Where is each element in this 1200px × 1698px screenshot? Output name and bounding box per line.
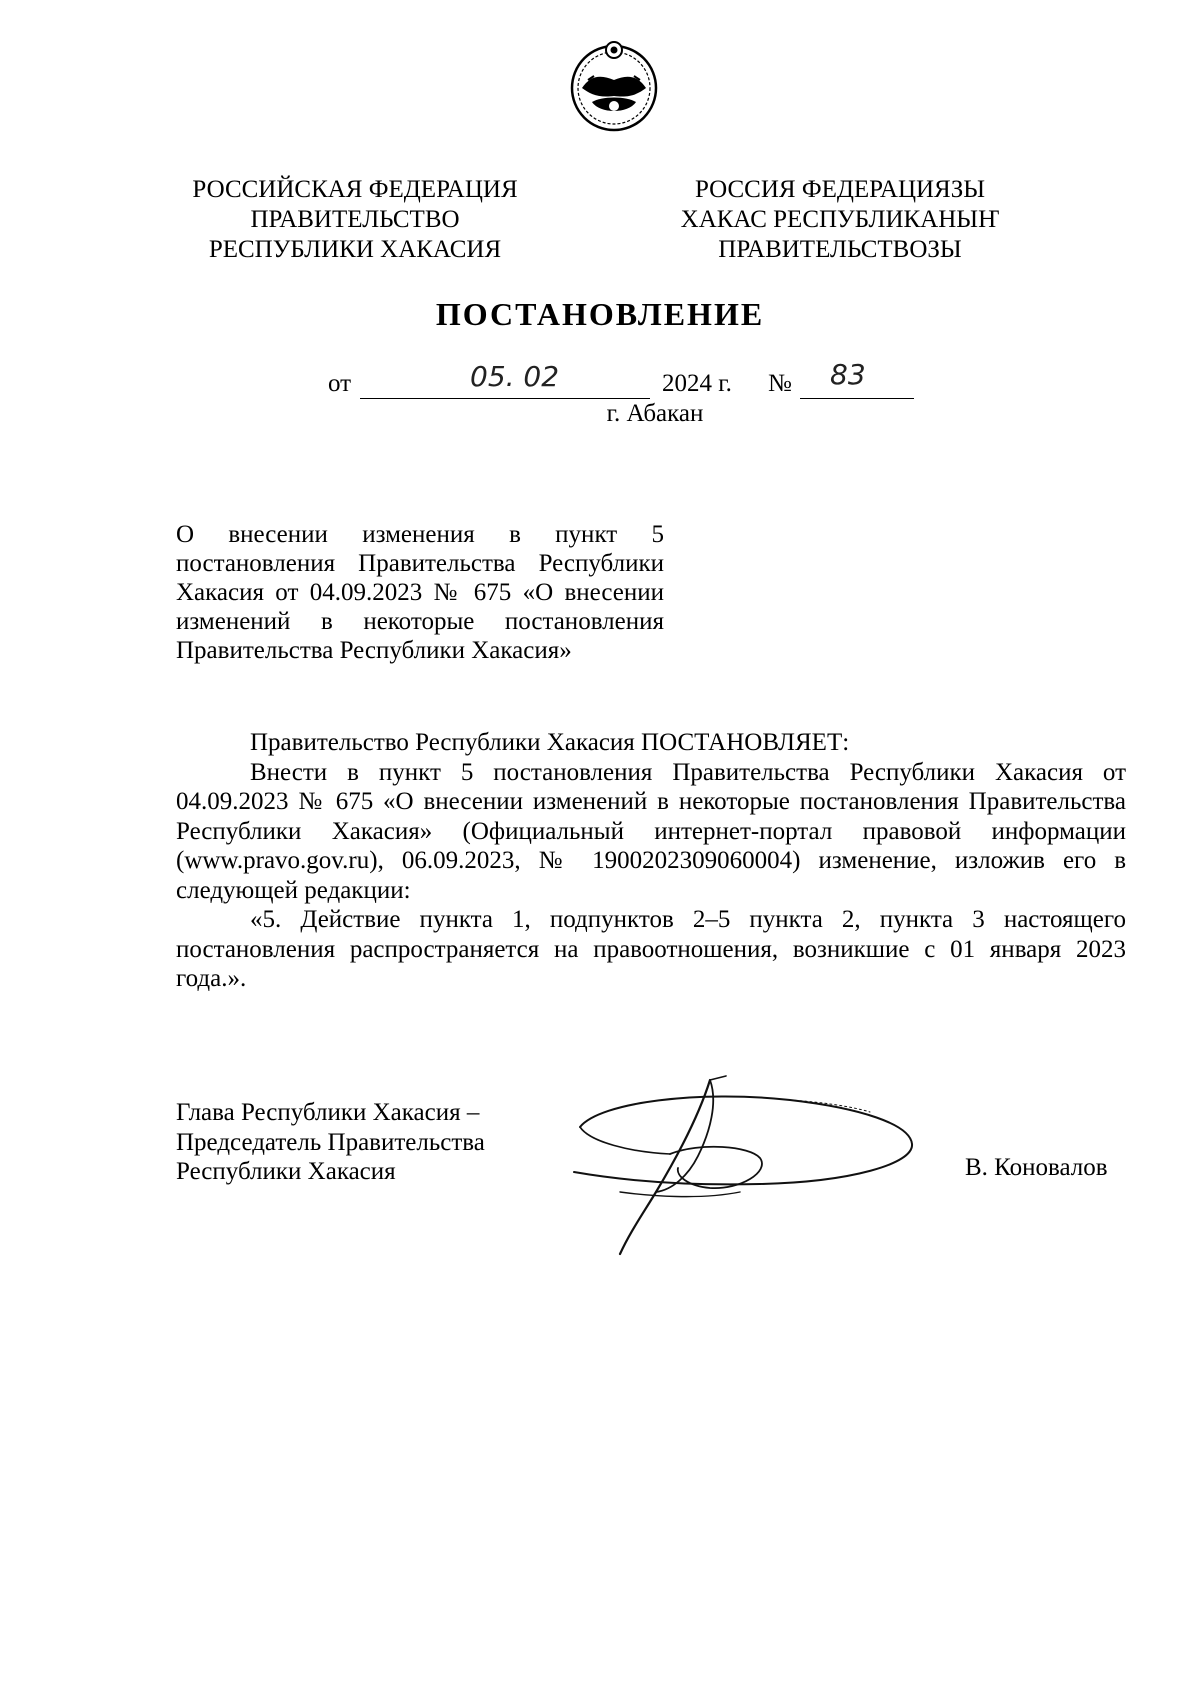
signer-name: В. Коновалов (965, 1154, 1108, 1181)
date-handwritten: 05. 02 (470, 360, 560, 393)
number-handwritten: 83 (830, 358, 866, 391)
document-subject: О внесении изменения в пункт 5 постановления Правительства Республики Хакасия от 04.09.2023 № 675 «О внесении изменений в некоторые постановления Правительства Республики Хакасия» (176, 521, 664, 664)
document-type-title: ПОСТАНОВЛЕНИЕ (435, 296, 765, 332)
header-right-line: РОССИЯ ФЕДЕРАЦИЯЗЫ (694, 176, 986, 203)
date-prefix: от (328, 370, 352, 397)
date-underline (360, 398, 650, 399)
body-paragraph: «5. Действие пункта 1, подпунктов 2–5 пункта 2, пункта 3 настоящего постановления распространяется на правоотношения, возникшие с 01 января 2023 года.». (176, 906, 1126, 992)
header-left-line: ПРАВИТЕЛЬСТВО (250, 206, 460, 233)
header-right-line: ПРАВИТЕЛЬСТВОЗЫ (718, 236, 962, 263)
coat-of-arms-icon (568, 36, 660, 136)
signatory-position (176, 1098, 536, 1187)
header-right (640, 175, 1040, 265)
position-line: Республики Хакасия (176, 1158, 396, 1185)
position-line: Председатель Правительства (176, 1128, 485, 1156)
date-number-line (0, 358, 1200, 404)
city-label: г. Абакан (606, 400, 704, 427)
handwritten-signature-icon (560, 1072, 940, 1262)
body-paragraph: Внести в пункт 5 постановления Правительства Республики Хакасия от 04.09.2023 № 675 «О внесении изменений в некоторые постановления Правительства Республики Хакасия» (Официальный интернет-портал правовой информации (www.pravo.gov.ru), 06.09.2023, № 1900202309060004) изменение, изложив его в следующей редакции: (176, 758, 1126, 904)
header-left-line: РЕСПУБЛИКИ ХАКАСИЯ (208, 236, 502, 263)
number-sign: № (768, 370, 792, 397)
document-body (176, 728, 1126, 994)
body-paragraph: Правительство Республики Хакасия ПОСТАНОВЛЯЕТ: (250, 729, 850, 756)
date-year: 2024 г. (662, 370, 732, 397)
number-underline (800, 398, 914, 399)
header-left (155, 175, 555, 265)
position-line: Глава Республики Хакасия – (176, 1099, 480, 1126)
header-left-line: РОССИЙСКАЯ ФЕДЕРАЦИЯ (192, 176, 518, 203)
header-right-line: ХАКАС РЕСПУБЛИКАНЫҤ (680, 206, 1000, 233)
